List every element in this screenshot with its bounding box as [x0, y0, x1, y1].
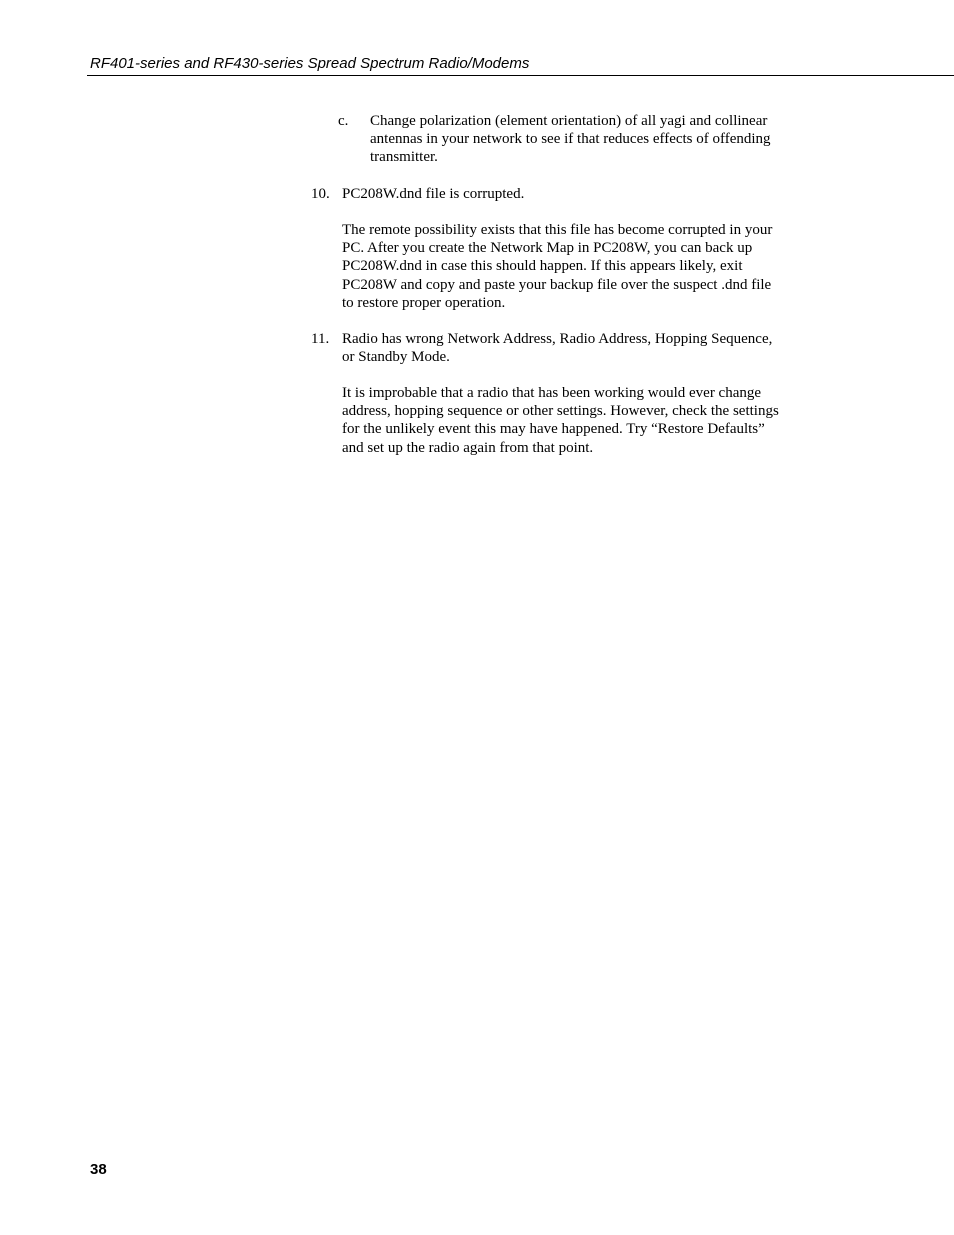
list-item-c-text: Change polarization (element orientation) of all yagi and collinear antennas in your network to see if that reduces effects of offending transmitter.: [370, 113, 771, 166]
list-item-10-paragraph: The remote possibility exists that this file has become corrupted in your PC. After you create the Network Map in PC208W, you can back up PC208W.dnd in case this should happen. If this appears likely, exit PC208W and copy and paste your backup file over the suspect .dnd file to restore proper operation.: [342, 222, 773, 311]
running-header: RF401-series and RF430-series Spread Spectrum Radio/Modems: [90, 55, 530, 72]
list-marker-c: c.: [338, 113, 349, 129]
header-rule: [87, 75, 954, 76]
list-item-11-paragraph: It is improbable that a radio that has been working would ever change address, hopping sequence or other settings. However, check the settings for the unlikely event this may have happened. Try “Restore Defaults” and set up the radio again from that point.: [342, 385, 779, 456]
list-marker-10: 10.: [311, 186, 330, 202]
list-item-11-heading: Radio has wrong Network Address, Radio Address, Hopping Sequence, or Standby Mode.: [342, 331, 773, 366]
list-marker-11: 11.: [311, 331, 330, 347]
page-number: 38: [90, 1161, 107, 1178]
list-item-10-heading: PC208W.dnd file is corrupted.: [342, 186, 525, 202]
